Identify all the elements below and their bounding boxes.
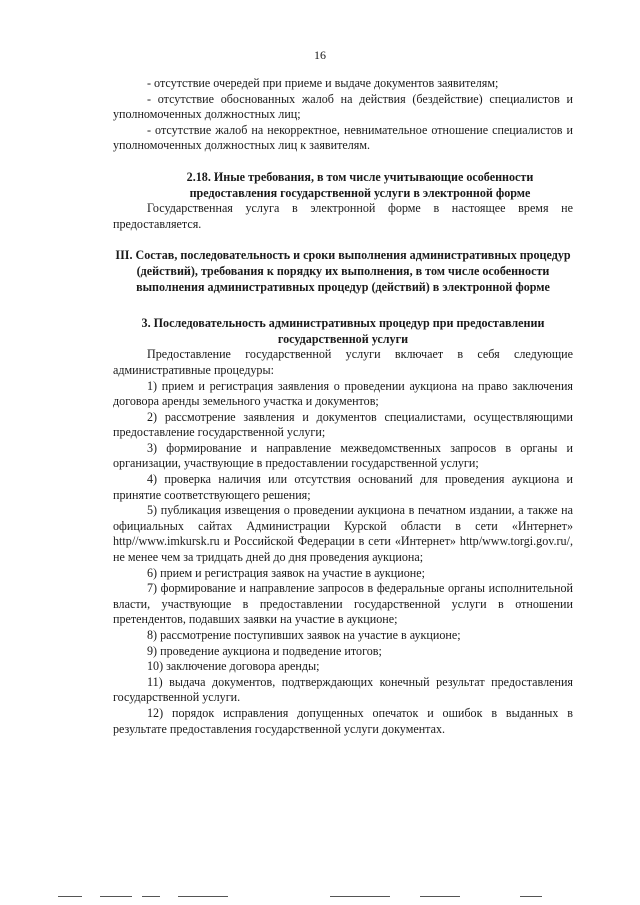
- list-item: 11) выдача документов, подтверждающих конечный результат предоставления государственной услуги.: [113, 674, 573, 705]
- list-item: 8) рассмотрение поступивших заявок на участие в аукционе;: [147, 628, 461, 642]
- section-text: Государственная услуга в электронной форме в настоящее время не предоставляется.: [113, 201, 573, 231]
- list-item: 2) рассмотрение заявления и документов специалистами, осуществляющими предоставление государственной услуги;: [113, 409, 573, 440]
- list-item: 7) формирование и направление запросов в федеральные органы исполнительной власти, участвующие в предоставлении государственной услуги в отношении претендентов, подавших заявки на участие в аукционе;: [113, 581, 573, 627]
- document-body: [113, 76, 573, 737]
- list-item: 10) заключение договора аренды;: [147, 659, 320, 674]
- list-item: 1) прием и регистрация заявления о проведении аукциона на право заключения договора аренды земельного участка и документов;: [113, 378, 573, 409]
- section-heading: III. Состав, последовательность и сроки выполнения административных процедур (действий), требования к порядку их выполнения, в том числе особенности выполнения административных процедур (действий) в электронной форме: [115, 248, 571, 294]
- bullet-item: - отсутствие очередей при приеме и выдаче документов заявителям;: [147, 76, 499, 90]
- scan-edge-marks: [0, 896, 640, 900]
- section-heading: 2.18. Иные требования, в том числе учитывающие особенности предоставления государственной услуги в электронной форме: [186, 169, 534, 200]
- list-item: 6) прием и регистрация заявок на участие в аукционе;: [147, 565, 425, 580]
- bullet-item: - отсутствие жалоб на некорректное, невнимательное отношение специалистов и уполномоченных должностных лиц к заявителям.: [113, 122, 573, 153]
- list-item: 4) проверка наличия или отсутствия оснований для проведения аукциона и принятие соответствующего решения;: [113, 472, 573, 502]
- section-heading: 3. Последовательность административных процедур при предоставлении государственной услуги: [141, 316, 545, 346]
- page-number: 16: [314, 48, 326, 62]
- list-item: 12) порядок исправления допущенных опечаток и ошибок в выданных в результате предоставления государственной услуги документах.: [113, 705, 573, 736]
- list-item: 5) публикация извещения о проведении аукциона в печатном издании, а также на официальных сайтах Администрации Курской области в сети «Интернет» http//www.imkursk.ru и Российской Федерации в сети «Интернет» http/www.torgi.gov.ru/, не менее чем за тридцать дней до дня проведения аукциона;: [113, 503, 573, 565]
- list-item: 3) формирование и направление межведомственных запросов в органы и организации, участвующие в предоставлении государственной услуги;: [113, 440, 573, 471]
- list-item: 9) проведение аукциона и подведение итогов;: [147, 643, 382, 658]
- bullet-item: - отсутствие обоснованных жалоб на действия (бездействие) специалистов и уполномоченных должностных лиц;: [113, 91, 573, 122]
- section-intro: Предоставление государственной услуги включает в себя следующие административные процедуры:: [113, 347, 573, 377]
